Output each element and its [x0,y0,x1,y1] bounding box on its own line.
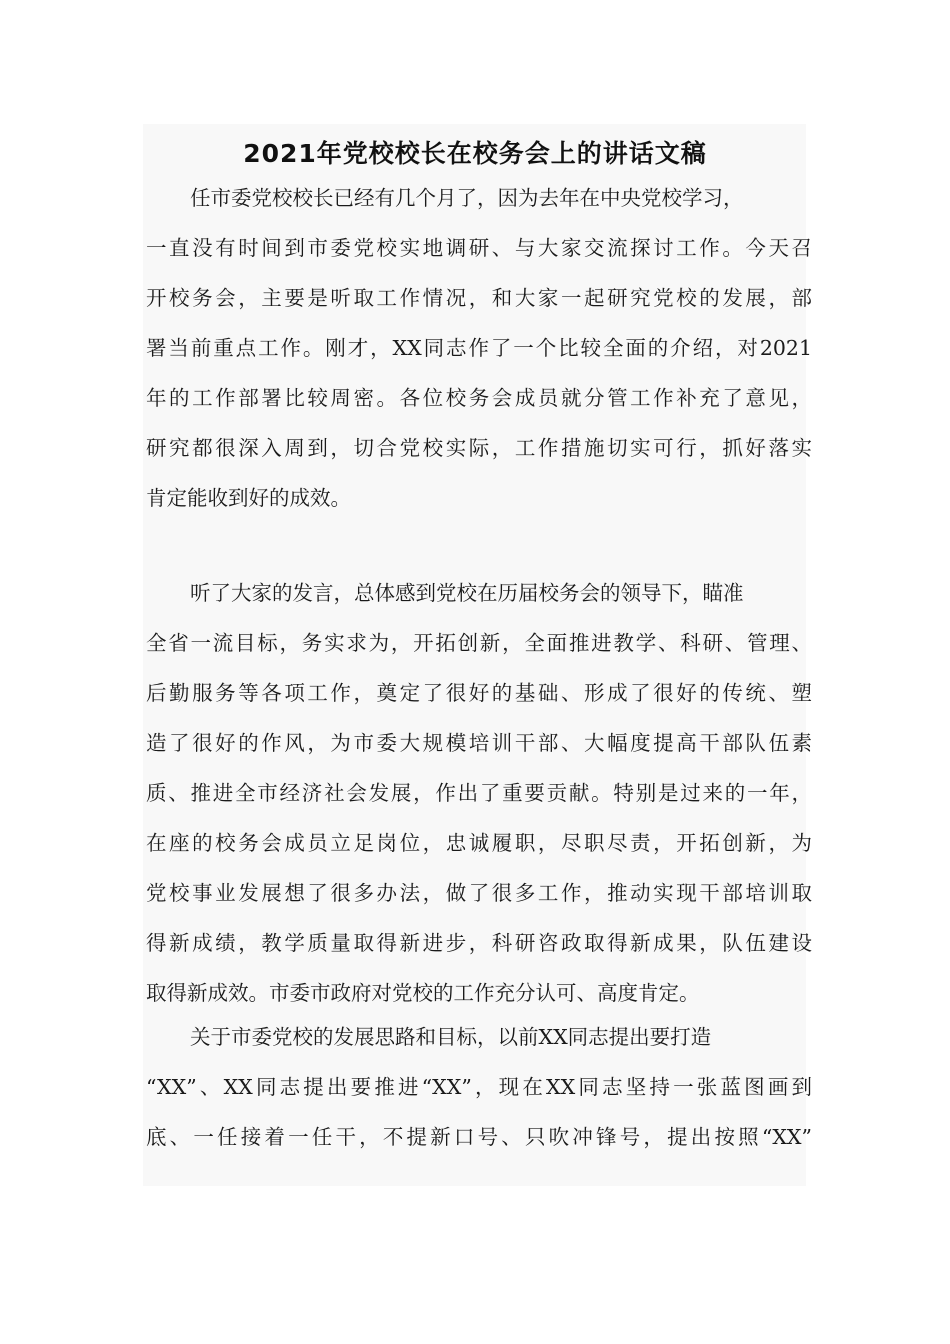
document-title: 2021年党校校长在校务会上的讲话文稿 [243,139,707,168]
paragraph-line: 质、推进全市经济社会发展，作出了重要贡献。特别是过来的一年， [146,781,812,805]
paragraph-3 [146,1012,812,1162]
paragraph-line: 底、一任接着一任干，不提新口号、只吹冲锋号，提出按照“XX” [146,1125,812,1149]
paragraph-line: 在座的校务会成员立足岗位，忠诚履职，尽职尽责，开拓创新，为 [146,831,812,855]
paragraph-line: 一直没有时间到市委党校实地调研、与大家交流探讨工作。今天召 [146,236,812,260]
paragraph-line: 开校务会，主要是听取工作情况，和大家一起研究党校的发展，部 [146,286,812,310]
paragraph-line: 任市委党校校长已经有几个月了，因为去年在中央党校学习， [190,186,744,210]
paragraph-line: 得新成绩，教学质量取得新进步，科研咨政取得新成果，队伍建设 [146,931,812,955]
paragraph-line: 肯定能收到好的成效。 [146,486,351,510]
paragraph-line: 造了很好的作风，为市委大规模培训干部、大幅度提高干部队伍素 [146,731,812,755]
paragraph-line: 取得新成效。市委市政府对党校的工作充分认可、高度肯定。 [146,981,700,1005]
paragraph-line: 听了大家的发言，总体感到党校在历届校务会的领导下，瞄准 [190,581,744,605]
paragraph-2 [146,568,812,1018]
paragraph-line: 关于市委党校的发展思路和目标，以前XX同志提出要打造 [190,1025,712,1049]
paragraph-line: 年的工作部署比较周密。各位校务会成员就分管工作补充了意见， [146,386,812,410]
paragraph-line: 后勤服务等各项工作，奠定了很好的基础、形成了很好的传统、塑 [146,681,812,705]
paragraph-1 [146,173,812,523]
paragraph-line: 党校事业发展想了很多办法，做了很多工作，推动实现干部培训取 [146,881,812,905]
paragraph-line: “XX”、XX同志提出要推进“XX”，现在XX同志坚持一张蓝图画到 [146,1075,812,1099]
paragraph-line: 全省一流目标，务实求为，开拓创新，全面推进教学、科研、管理、 [146,631,812,655]
paragraph-line: 研究都很深入周到，切合党校实际，工作措施切实可行，抓好落实 [146,436,812,460]
paragraph-line: 署当前重点工作。刚才，XX同志作了一个比较全面的介绍，对2021 [146,336,812,360]
